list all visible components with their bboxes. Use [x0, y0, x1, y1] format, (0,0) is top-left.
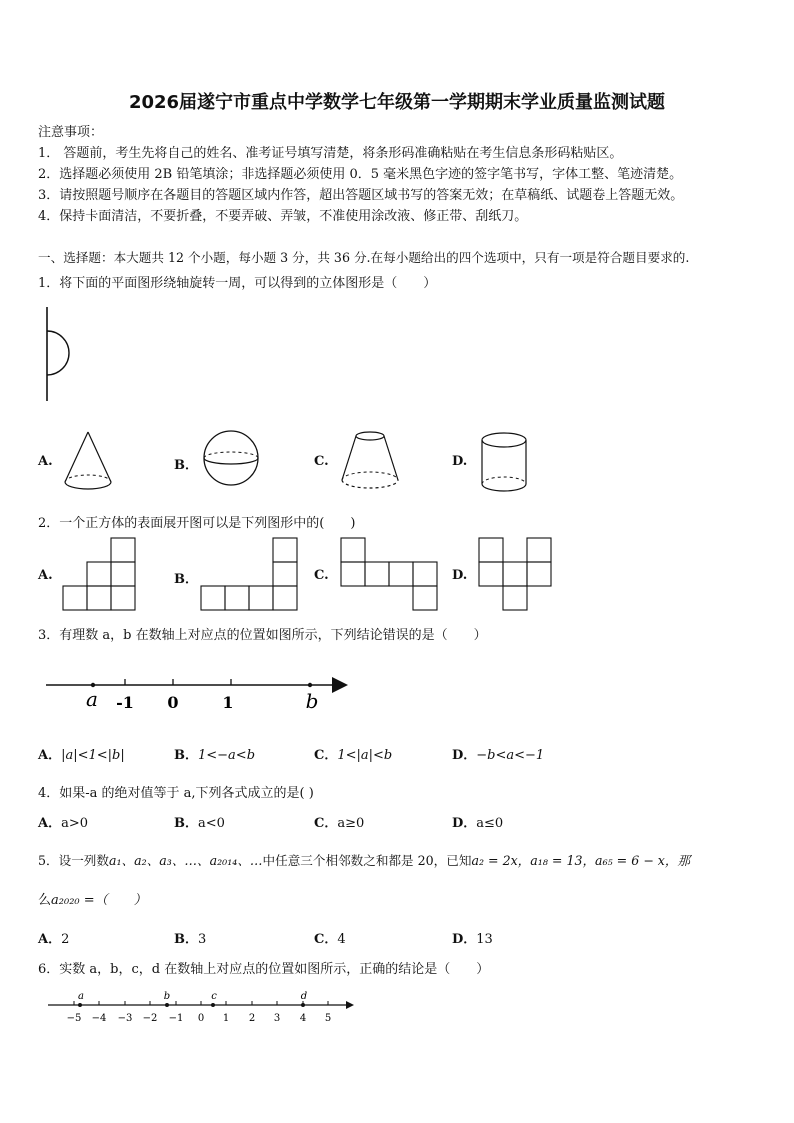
- q3-number-line: [40, 664, 360, 720]
- q6-stem: 6．实数 a，b，c，d 在数轴上对应点的位置如图所示，正确的结论是（ ）: [38, 962, 490, 977]
- q1-option-d-label[interactable]: D.: [452, 454, 468, 469]
- q4-option-c[interactable]: C．a≥0: [314, 816, 365, 831]
- axis-label-1: 1: [222, 693, 234, 712]
- axis-label-neg1: -1: [116, 693, 134, 712]
- q4-option-a[interactable]: A．a>0: [38, 816, 89, 831]
- q2-option-b-label[interactable]: B．: [174, 572, 198, 587]
- note-item-4: 4．保持卡面清洁，不要折叠，不要弄破、弄皱，不准使用涂改液、修正带、刮纸刀。: [38, 209, 528, 224]
- note-item-3: 3．请按照题号顺序在各题目的答题区域内作答，超出答题区域书写的答案无效；在草稿纸、试题卷上答题无效。: [38, 188, 684, 203]
- q5-option-c[interactable]: C．4: [314, 932, 346, 947]
- net-figure-b: [200, 537, 300, 613]
- q2-option-d-label[interactable]: D.: [452, 568, 468, 583]
- cone-figure: [60, 428, 116, 494]
- net-figure-c: [340, 537, 440, 613]
- q5-option-a[interactable]: A．2: [38, 932, 70, 947]
- frustum-figure: [337, 428, 403, 494]
- point-label-a: a: [78, 991, 84, 1002]
- q4-option-b[interactable]: B．a<0: [174, 816, 225, 831]
- q3-option-b[interactable]: B．1<−a<b: [174, 748, 256, 763]
- net-figure-d: [478, 537, 554, 613]
- q5-line2-prefix: 么: [38, 893, 52, 908]
- q4-option-d[interactable]: D．a≤0: [452, 816, 504, 831]
- q5-option-b[interactable]: B．3: [174, 932, 207, 947]
- tick-label: 2: [248, 1013, 256, 1024]
- tick-label: 0: [197, 1013, 205, 1024]
- point-label-b: b: [163, 991, 171, 1002]
- tick-label: −5: [66, 1013, 82, 1024]
- note-item-2: 2．选择题必须使用 2B 铅笔填涂；非选择题必须使用 0．5 毫米黑色字迹的签字笔书写，字体工整、笔迹清楚。: [38, 167, 683, 182]
- axis-label-a: a: [86, 687, 98, 711]
- q1-option-a-label[interactable]: A.: [38, 454, 53, 469]
- q2-option-a-label[interactable]: A.: [38, 568, 53, 583]
- q1-plane-figure: [40, 305, 80, 405]
- sphere-figure: [200, 428, 262, 490]
- q3-option-d[interactable]: D．−b<a<−1: [452, 748, 545, 763]
- q2-option-c-label[interactable]: C.: [314, 568, 329, 583]
- q5-stem-line1: [38, 850, 690, 869]
- q5-stem-part2: 中任意三个相邻数之和都是 20，已知: [262, 853, 472, 868]
- q3-option-c[interactable]: C．1<|a|<b: [314, 748, 393, 763]
- tick-label: −3: [117, 1013, 133, 1024]
- q5-stem-part1: 5．设一列数: [38, 853, 109, 868]
- net-figure-a: [62, 537, 138, 613]
- axis-label-0: 0: [167, 693, 179, 712]
- tick-label: −4: [91, 1013, 107, 1024]
- point-b-dot: [308, 683, 312, 687]
- q6-number-line: [40, 988, 370, 1028]
- section-heading: 一、选择题：本大题共 12 个小题，每小题 3 分，共 36 分.在每小题给出的四个选项中，只有一项是符合题目要求的.: [38, 250, 690, 265]
- note-item-1: 1． 答题前，考生先将自己的姓名、准考证号填写清楚，将条形码准确粘贴在考生信息条形码粘贴区。: [38, 146, 623, 161]
- cylinder-figure: [478, 430, 532, 496]
- q3-stem: 3．有理数 a，b 在数轴上对应点的位置如图所示，下列结论错误的是（ ）: [38, 628, 487, 643]
- tick-label: 1: [222, 1013, 230, 1024]
- q4-stem: 4．如果-a 的绝对值等于 a,下列各式成立的是( ): [38, 786, 314, 801]
- tick-label: −2: [142, 1013, 158, 1024]
- q5-option-d[interactable]: D．13: [452, 932, 493, 947]
- q1-stem: 1．将下面的平面图形绕轴旋转一周，可以得到的立体图形是（ ）: [38, 276, 437, 291]
- q5-conditions: a₂ = 2x，a₁₈ = 13，a₆₅ = 6 − x，那: [471, 853, 691, 868]
- tick-label: 5: [324, 1013, 332, 1024]
- q1-option-b-label[interactable]: B．: [174, 458, 198, 473]
- tick-label: −1: [168, 1013, 184, 1024]
- q5-question: a₂₀₂₀ =（ ）: [51, 893, 147, 908]
- page-title: 2026届遂宁市重点中学数学七年级第一学期期末学业质量监测试题: [128, 92, 666, 113]
- point-label-d: d: [300, 991, 308, 1002]
- tick-label: 3: [273, 1013, 281, 1024]
- point-label-c: c: [211, 991, 217, 1002]
- q5-stem-line2: [38, 889, 147, 908]
- q3-option-a[interactable]: A．|a|<1<|b|: [38, 748, 125, 763]
- tick-label: 4: [299, 1013, 307, 1024]
- axis-label-b: b: [305, 689, 319, 713]
- q1-option-c-label[interactable]: C.: [314, 454, 329, 469]
- notes-heading: 注意事项：: [38, 125, 104, 140]
- q5-sequence: a₁、a₂、a₃、…、a₂₀₁₄、…: [108, 853, 263, 868]
- q2-stem: 2．一个正方体的表面展开图可以是下列图形中的( ): [38, 516, 356, 531]
